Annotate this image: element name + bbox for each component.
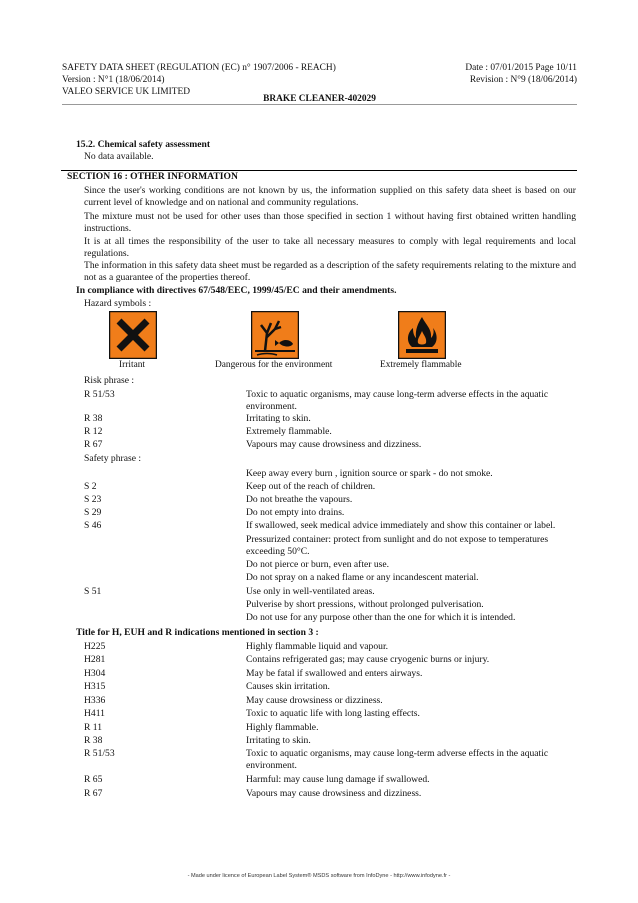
phrase-code: R 38 (84, 413, 103, 424)
section-16-para: It is at all times the responsibility of the user to take all necessary measures to comply with legal requirements and local regulations. (84, 236, 576, 259)
phrase-code: S 51 (84, 586, 102, 597)
section-16-bar (61, 170, 577, 183)
compliance-heading: In compliance with directives 67/548/EEC, 1999/45/EC and their amendments. (76, 285, 397, 296)
header-divider (62, 104, 577, 105)
page-footer: - Made under licence of European Label System® MSDS software from InfoDyne - http://www.infodyne.fr - (187, 873, 451, 879)
phrase-code: R 51/53 (84, 389, 115, 400)
indication-text: Highly flammable. (246, 722, 319, 733)
indication-code: H225 (84, 641, 106, 652)
indication-text: May be fatal if swallowed and enters airways. (246, 668, 423, 679)
indication-code: H281 (84, 654, 106, 665)
indication-text: Contains refrigerated gas; may cause cryogenic burns or injury. (246, 654, 490, 665)
indication-text: Irritating to skin. (246, 735, 311, 746)
hazard-label: Extremely flammable (380, 360, 462, 370)
product-title: BRAKE CLEANER-402029 (263, 94, 376, 104)
section-16-para: The mixture must not be used for other uses than those specified in section 1 without having first obtained written handling instructions. (84, 211, 576, 234)
indication-text: Toxic to aquatic organisms, may cause long-term adverse effects in the aquatic environment. (246, 748, 549, 771)
phrase-text: Pulverise by short pressions, without prolonged pulverisation. (246, 599, 484, 610)
environment-dead-tree-icon (251, 311, 299, 359)
phrase-text: Keep away every burn , ignition source or spark - do not smoke. (246, 468, 493, 479)
phrase-code: S 29 (84, 507, 102, 518)
hazard-label: Irritant (119, 360, 146, 370)
section-15-2-heading: 15.2. Chemical safety assessment (76, 139, 211, 150)
date-page-text: Date : 07/01/2015 Page 10/11 (465, 63, 577, 73)
indication-text: May cause drowsiness or dizziness. (246, 695, 383, 706)
indication-code: R 38 (84, 735, 103, 746)
indication-text: Toxic to aquatic life with long lasting effects. (246, 708, 420, 719)
indication-code: R 11 (84, 722, 103, 733)
phrase-text: Toxic to aquatic organisms, may cause long-term adverse effects in the aquatic environment. (246, 389, 549, 412)
phrase-code: S 23 (84, 494, 102, 505)
h-indications-heading: Title for H, EUH and R indications mentioned in section 3 : (76, 627, 319, 638)
phrase-code: S 2 (84, 481, 97, 492)
indication-code: R 67 (84, 788, 103, 799)
header-left (62, 63, 336, 98)
risk-phrase-label: Risk phrase : (84, 375, 135, 386)
indication-text: Highly flammable liquid and vapour. (246, 641, 389, 652)
phrase-text: Do not pierce or burn, even after use. (246, 559, 390, 570)
phrase-code: R 12 (84, 426, 103, 437)
revision-text: Revision : N°9 (18/06/2014) (469, 74, 577, 85)
indication-code: H304 (84, 668, 106, 679)
phrase-text: Irritating to skin. (246, 413, 311, 424)
company-name: VALEO SERVICE UK LIMITED (62, 86, 190, 97)
phrase-text: Do not empty into drains. (246, 507, 345, 518)
section-16-para: The information in this safety data sheet must be regarded as a description of the safety requirements relating to the mixture and not as a guarantee of the properties thereof. (84, 260, 576, 283)
indication-code: H315 (84, 681, 106, 692)
section-16-heading: SECTION 16 : OTHER INFORMATION (67, 171, 238, 182)
section-15-2-text: No data available. (84, 151, 154, 162)
indication-text: Vapours may cause drowsiness and dizziness. (246, 788, 422, 799)
phrase-text: Extremely flammable. (246, 426, 332, 437)
phrase-code: R 67 (84, 439, 103, 450)
phrase-code: S 46 (84, 520, 102, 531)
phrase-text: Do not spray on a naked flame or any incandescent material. (246, 572, 479, 583)
phrase-text: Do not use for any purpose other than the one for which it is intended. (246, 612, 516, 623)
phrase-text: Pressurized container: protect from sunlight and do not expose to temperatures exceeding 50°C. (246, 534, 549, 557)
indication-text: Causes skin irritation. (246, 681, 330, 692)
indication-text: Harmful: may cause lung damage if swallowed. (246, 774, 430, 785)
flame-icon (398, 311, 446, 359)
phrase-text: Vapours may cause drowsiness and dizziness. (246, 439, 422, 450)
phrase-text: Do not breathe the vapours. (246, 494, 353, 505)
regulation-title: SAFETY DATA SHEET (REGULATION (EC) n° 1907/2006 - REACH) (62, 63, 336, 73)
hazard-label: Dangerous for the environment (215, 360, 333, 370)
indication-code: R 65 (84, 774, 103, 785)
indication-code: H411 (84, 708, 105, 719)
header-right (465, 63, 577, 87)
irritant-cross-icon (109, 311, 157, 359)
hazard-symbols-label: Hazard symbols : (84, 298, 152, 309)
phrase-text: Use only in well-ventilated areas. (246, 586, 375, 597)
phrase-text: Keep out of the reach of children. (246, 481, 376, 492)
version-text: Version : N°1 (18/06/2014) (62, 74, 165, 85)
safety-phrase-label: Safety phrase : (84, 453, 142, 464)
section-16-para: Since the user's working conditions are not known by us, the information supplied on this safety data sheet is based on our current level of knowledge and on national and community regulations. (84, 185, 576, 208)
indication-code: H336 (84, 695, 106, 706)
indication-code: R 51/53 (84, 748, 115, 759)
phrase-text: If swallowed, seek medical advice immediately and show this container or label. (246, 520, 556, 531)
